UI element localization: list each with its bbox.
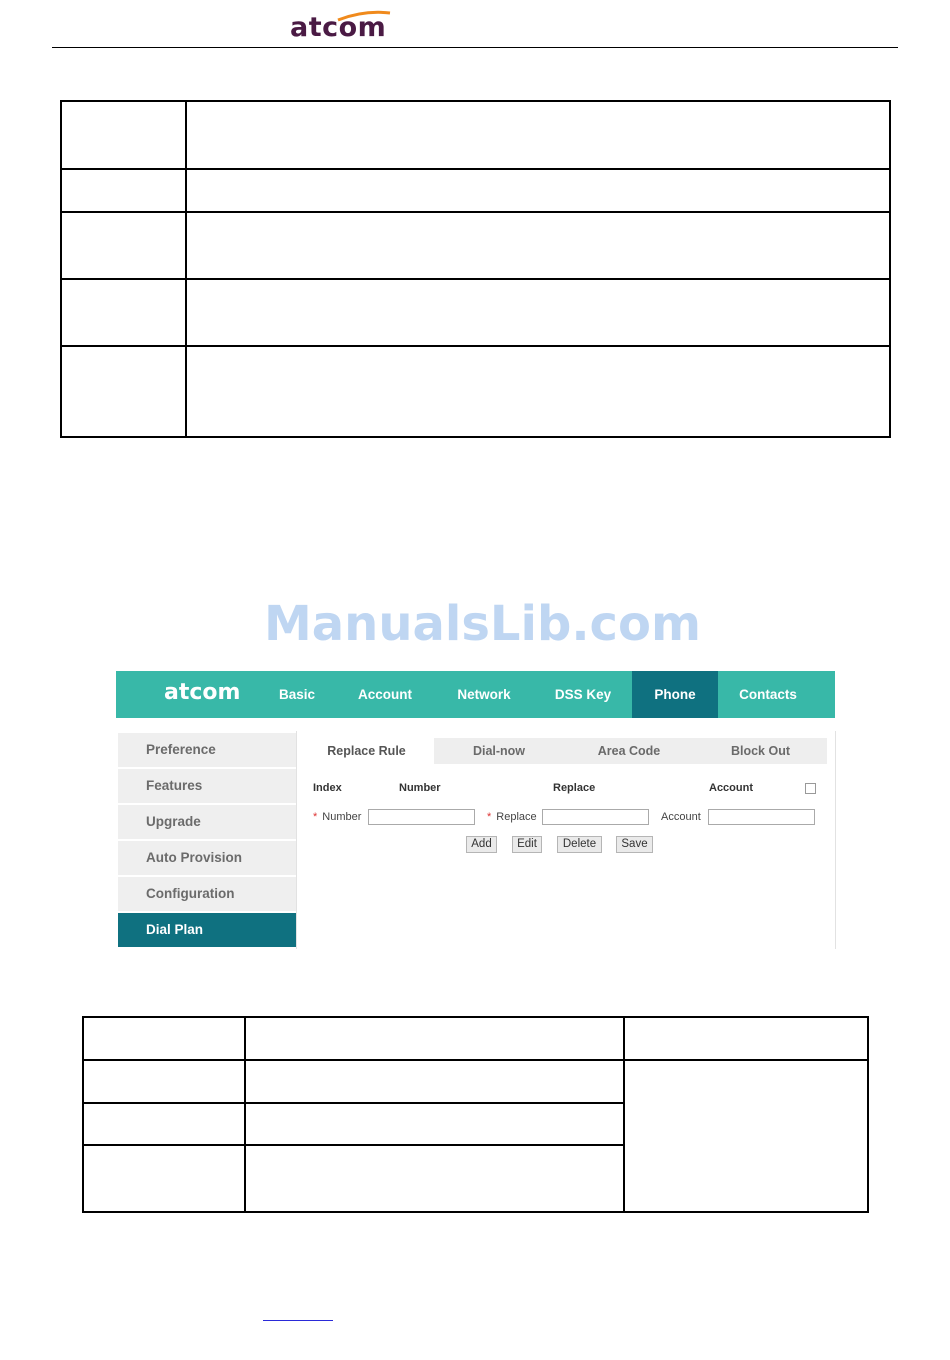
column-header-index: Index bbox=[313, 782, 342, 794]
nav-phone[interactable]: Phone bbox=[632, 671, 718, 718]
required-mark: * bbox=[313, 811, 318, 823]
tab-bar bbox=[299, 738, 827, 764]
table-cell bbox=[245, 1060, 624, 1103]
nav-contacts[interactable]: Contacts bbox=[739, 687, 797, 702]
table-cell bbox=[186, 101, 890, 169]
top-parameter-table bbox=[60, 100, 891, 438]
nav-dss-key[interactable]: DSS Key bbox=[554, 687, 612, 702]
sidebar-item-preference[interactable]: Preference bbox=[118, 733, 296, 767]
table-cell bbox=[83, 1060, 245, 1103]
table-cell bbox=[245, 1103, 624, 1145]
tab-area-code[interactable]: Area Code bbox=[597, 744, 661, 758]
table-cell bbox=[61, 279, 186, 346]
table-cell bbox=[624, 1060, 868, 1212]
table-cell bbox=[624, 1017, 868, 1060]
logo-swoosh-icon bbox=[336, 10, 392, 22]
table-cell bbox=[186, 212, 890, 279]
web-ui-screenshot bbox=[116, 671, 835, 951]
table-cell bbox=[186, 279, 890, 346]
column-header-number: Number bbox=[399, 782, 441, 794]
add-button[interactable]: Add bbox=[466, 836, 497, 853]
footer-link-underline[interactable] bbox=[263, 1320, 333, 1321]
replace-label bbox=[487, 811, 537, 823]
sidebar-item-auto-provision[interactable]: Auto Provision bbox=[118, 841, 296, 875]
sidebar-item-dial-plan[interactable]: Dial Plan bbox=[118, 913, 296, 947]
nav-basic[interactable]: Basic bbox=[278, 687, 316, 702]
required-mark: * bbox=[487, 811, 492, 823]
sidebar-item-configuration[interactable]: Configuration bbox=[118, 877, 296, 911]
table-cell bbox=[61, 346, 186, 437]
nav-account[interactable]: Account bbox=[358, 687, 412, 702]
tab-replace-rule[interactable]: Replace Rule bbox=[299, 738, 434, 764]
watermark: ManualsLib.com bbox=[264, 596, 701, 652]
sidebar-item-features[interactable]: Features bbox=[118, 769, 296, 803]
number-label bbox=[313, 811, 361, 823]
replace-label-text: Replace bbox=[496, 811, 537, 823]
delete-button[interactable]: Delete bbox=[557, 836, 602, 853]
account-label: Account bbox=[661, 811, 701, 823]
table-cell bbox=[61, 169, 186, 212]
number-input[interactable] bbox=[368, 809, 475, 825]
header-divider bbox=[52, 47, 898, 48]
column-header-account: Account bbox=[709, 782, 753, 794]
column-header-replace: Replace bbox=[553, 782, 596, 794]
replace-input[interactable] bbox=[542, 809, 649, 825]
tab-block-out[interactable]: Block Out bbox=[730, 744, 791, 758]
table-cell bbox=[186, 169, 890, 212]
save-button[interactable]: Save bbox=[616, 836, 653, 853]
dial-plan-panel bbox=[296, 731, 836, 949]
select-all-checkbox[interactable] bbox=[805, 783, 816, 794]
bottom-parameter-table bbox=[82, 1016, 869, 1213]
table-cell bbox=[83, 1017, 245, 1060]
table-cell bbox=[245, 1145, 624, 1212]
ui-logo: atcom bbox=[164, 680, 241, 705]
table-cell bbox=[61, 101, 186, 169]
table-cell bbox=[83, 1145, 245, 1212]
tab-dial-now[interactable]: Dial-now bbox=[472, 744, 526, 758]
number-label-text: Number bbox=[322, 811, 362, 823]
table-cell bbox=[61, 212, 186, 279]
account-input[interactable] bbox=[708, 809, 815, 825]
table-cell bbox=[245, 1017, 624, 1060]
table-cell bbox=[83, 1103, 245, 1145]
nav-network[interactable]: Network bbox=[457, 687, 511, 702]
table-cell bbox=[186, 346, 890, 437]
sidebar-item-upgrade[interactable]: Upgrade bbox=[118, 805, 296, 839]
top-navigation-bar bbox=[116, 671, 835, 718]
atcom-logo: atcom bbox=[290, 12, 387, 43]
sidebar bbox=[118, 733, 296, 949]
edit-button[interactable]: Edit bbox=[512, 836, 542, 853]
